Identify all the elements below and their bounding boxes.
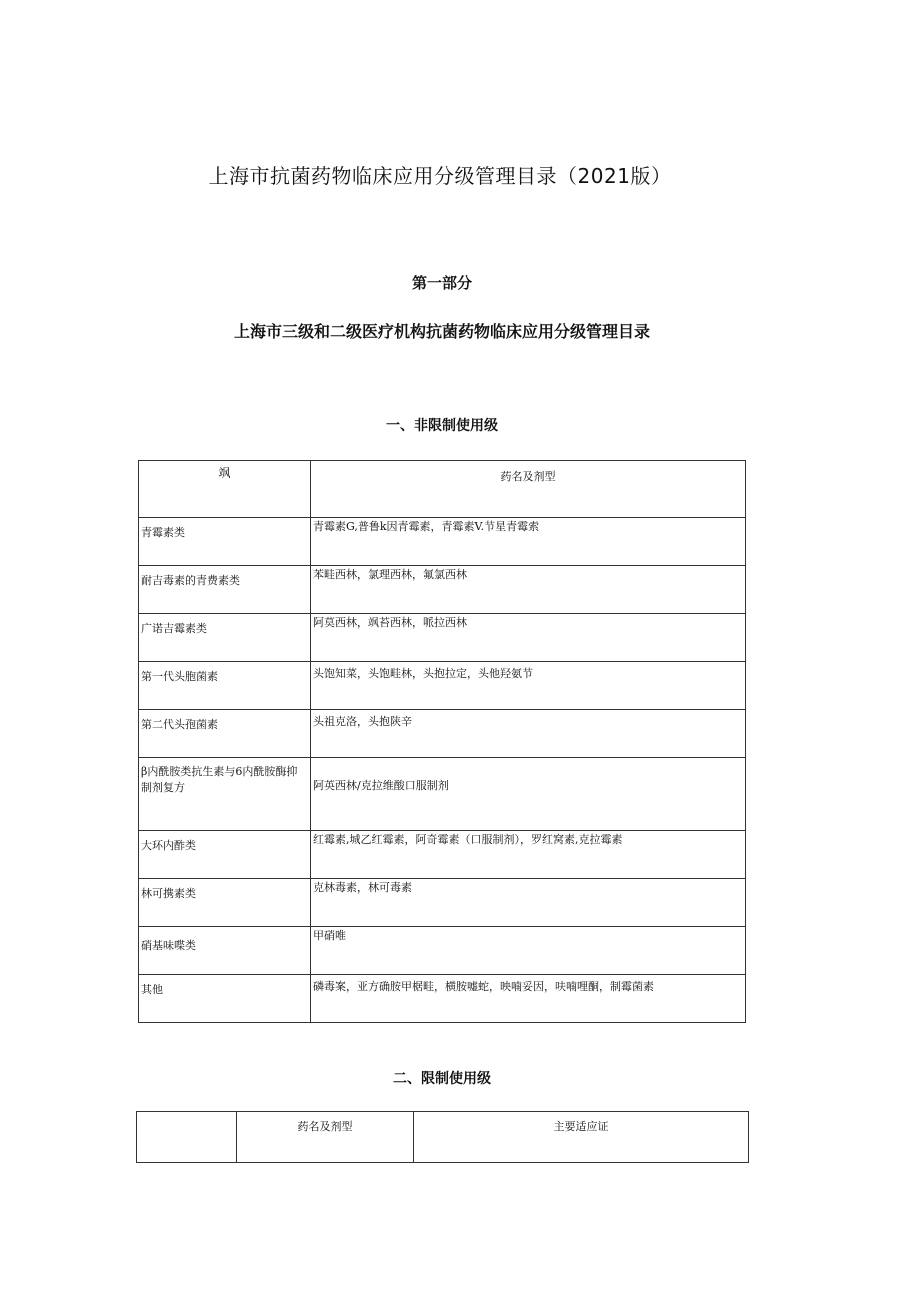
table-row [139,518,746,566]
table-row [139,566,746,614]
category-cell: 林可携素类 [139,879,311,927]
drugs-cell: 青霉素G,普鲁k因青霉素，青霉素V.节星青霉索 [311,518,746,566]
category-cell: 第一代头胞菌素 [139,662,311,710]
table-row [139,879,746,927]
document-subtitle: 上海市三级和二级医疗机构抗菌药物临床应用分级管理目录 [233,322,650,341]
category-cell: 广诺吉霉素类 [139,614,311,662]
drugs-cell: 克林毒素，林可毒素 [311,879,746,927]
drugs-cell: 阿英西林/克拉维酸口服制剂 [311,758,746,831]
header-drugs: 药名及剂型 [311,461,746,518]
table-row [139,710,746,758]
table-header-row [139,461,746,518]
header-drugs: 药名及剂型 [237,1112,414,1163]
table-row [139,927,746,975]
unrestricted-drug-table [138,460,746,1023]
section-heading-restricted: 二、限制使用级 [393,1071,491,1087]
category-cell: 青霉素类 [139,518,311,566]
table-row [139,831,746,879]
table-row [139,614,746,662]
category-cell: 第二代头孢菌素 [139,710,311,758]
category-cell: β内酰胺类抗生素与6内酰胺酶抑制剂复方 [139,758,311,831]
header-category [137,1112,237,1163]
category-cell: 硝基味喋类 [139,927,311,975]
header-category: 飒 [139,461,311,518]
category-cell: 大环内酢类 [139,831,311,879]
restricted-drug-table [136,1111,749,1163]
drugs-cell: 苯畦西林，氯理西林，氟氯西林 [311,566,746,614]
drugs-cell: 阿莫西林，飒苔西林，哌拉西林 [311,614,746,662]
drugs-cell: 磷毒案，亚方确胺甲椐畦，横胺嘘蛇，映喃妥因，呋喃哩酮，制霉菌素 [311,975,746,1023]
section-heading-unrestricted: 一、非限制使用级 [386,418,498,434]
drugs-cell: 红霉素,城乙红霉素，阿奇霉素（口服制剂），罗红窝素,克拉霉素 [311,831,746,879]
table-row [139,662,746,710]
drugs-cell: 甲硝唯 [311,927,746,975]
drugs-cell: 头祖克洛，头抱陕辛 [311,710,746,758]
document-title: 上海市抗菌药物临床应用分级管理目录（2021版） [208,164,672,188]
header-indications: 主要适应证 [414,1112,749,1163]
drugs-cell: 头饱知菜，头饱畦林，头抱拉定，头他羟氨节 [311,662,746,710]
category-cell: 耐吉毒素的青费素类 [139,566,311,614]
category-cell: 其他 [139,975,311,1023]
table-row [139,975,746,1023]
table-header-row [137,1112,749,1163]
part-heading: 第一部分 [411,274,472,292]
table-row [139,758,746,831]
